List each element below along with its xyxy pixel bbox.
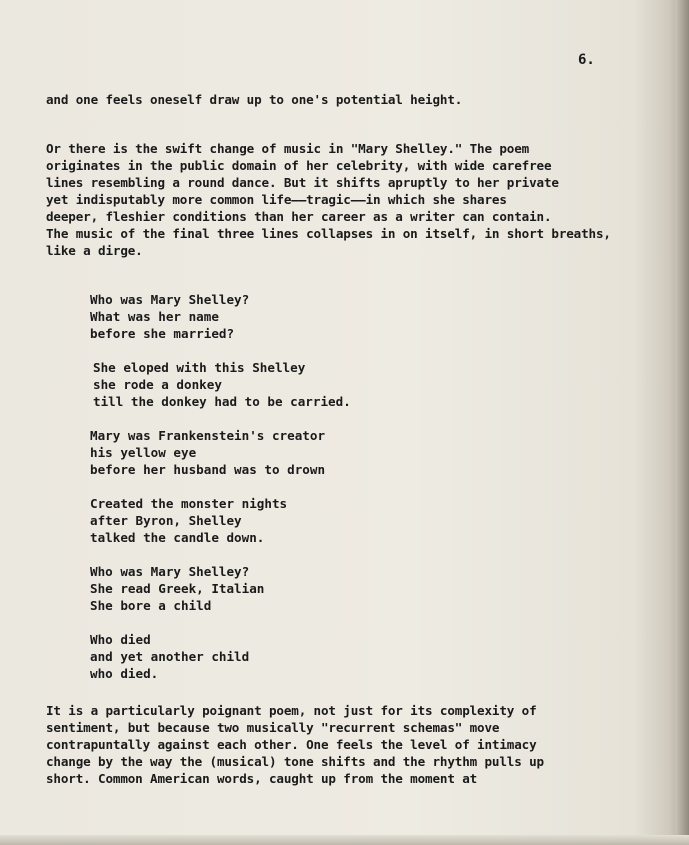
text-line: and one feels oneself draw up to one's potential height. — [46, 92, 463, 107]
poem-line: before her husband was to drown — [90, 462, 326, 477]
text-line: It is a particularly poignant poem, not just for its complexity of — [46, 703, 537, 718]
text-line: short. Common American words, caught up from the moment at — [46, 771, 478, 786]
paragraph-intro — [46, 91, 656, 108]
poem-line: What was her name — [90, 309, 219, 324]
poem-stanza — [90, 563, 450, 614]
text-line: change by the way the (musical) tone shifts and the rhythm pulls up — [46, 754, 544, 769]
poem-line: She eloped with this Shelley — [93, 360, 306, 375]
poem-line: who died. — [90, 666, 159, 681]
paragraph-analysis — [46, 702, 656, 787]
paragraph-mary-shelley — [46, 140, 656, 259]
page-binding-shadow — [675, 0, 689, 845]
text-line: sentiment, but because two musically "recurrent schemas" move — [46, 720, 500, 735]
poem-line: talked the candle down. — [90, 530, 265, 545]
poem-line: Mary was Frankenstein's creator — [90, 428, 326, 443]
poem-line: his yellow eye — [90, 445, 197, 460]
poem-quote — [90, 291, 450, 682]
text-line: originates in the public domain of her celebrity, with wide carefree — [46, 158, 552, 173]
page-bottom-edge — [0, 835, 689, 845]
poem-stanza — [90, 359, 450, 410]
text-line: lines resembling a round dance. But it shifts apruptly to her private — [46, 175, 559, 190]
poem-line: and yet another child — [90, 649, 250, 664]
text-line: deeper, fleshier conditions than her career as a writer can contain. — [46, 209, 552, 224]
poem-line: She read Greek, Italian — [90, 581, 265, 596]
poem-stanza — [90, 631, 450, 682]
poem-stanza — [90, 291, 450, 342]
poem-stanza — [90, 495, 450, 546]
poem-line: She bore a child — [90, 598, 212, 613]
text-line: yet indisputably more common life——tragic——in which she shares — [46, 192, 507, 207]
poem-stanza — [90, 427, 450, 478]
page-number: 6. — [578, 52, 595, 68]
text-line: like a dirge. — [46, 243, 143, 258]
poem-line: Who died — [90, 632, 151, 647]
poem-line: Who was Mary Shelley? — [90, 292, 250, 307]
poem-line: before she married? — [90, 326, 235, 341]
poem-line: after Byron, Shelley — [90, 513, 242, 528]
text-line: The music of the final three lines collapses in on itself, in short breaths, — [46, 226, 611, 241]
poem-line: till the donkey had to be carried. — [93, 394, 351, 409]
text-line: Or there is the swift change of music in "Mary Shelley." The poem — [46, 141, 530, 156]
poem-line: she rode a donkey — [93, 377, 222, 392]
poem-line: Who was Mary Shelley? — [90, 564, 250, 579]
poem-line: Created the monster nights — [90, 496, 288, 511]
text-line: contrapuntally against each other. One feels the level of intimacy — [46, 737, 537, 752]
